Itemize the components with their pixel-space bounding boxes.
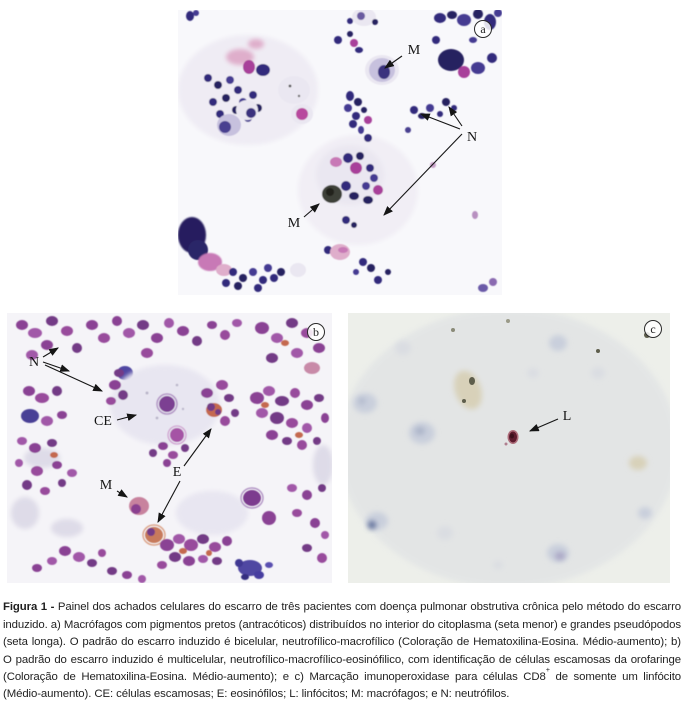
label-squamous-cell: CE (94, 414, 112, 429)
panel-c-cells (348, 313, 670, 583)
micrograph-panel-c (348, 313, 670, 583)
label-macrophage-bottom: M (287, 216, 301, 231)
micrograph-panel-b (7, 313, 332, 583)
label-macrophage-b: M (99, 478, 113, 493)
label-lymphocyte: L (562, 409, 572, 424)
panel-b-badge (308, 324, 325, 341)
label-macrophage-top: M (407, 43, 421, 58)
label-neutrophils-b: N (28, 355, 40, 370)
svg-text:b: b (313, 325, 319, 339)
micrograph-panel-a (178, 10, 502, 295)
label-eosinophil: E (172, 465, 182, 480)
panel-c-badge (645, 321, 662, 338)
panel-a-badge (475, 21, 492, 38)
svg-text:c: c (650, 322, 656, 336)
figure-caption: Figura 1 - Painel dos achados celulares do escarro de três pacientes com doença pulmonar obstrutiva crônica pelo método do escarro induzido. a) Macrófagos com pigmentos pretos (antracóticos) distribuídos no interior do citoplasma (seta menor) e grandes pseudópodos (seta longa). O padrão do escarro induzido é bicelular, neutrofílico-macrofílico (Coloração de Hematoxilina-Eosina. Médio-aumento); b) O padrão do escarro induzido é multicelular, neutrofílico-macrofílico-eosinófilico, com identificação de células escamosas da orofaringe (Coloração de Hematoxilina-Eosina. Médio-aumento); e c) Marcação imunoperoxidase para células CD8+ de somente um linfócito (Médio-aumento). CE: células escamosas; E: eosinófilos; L: linfócitos; M: macrófagos; e N: neutrófilos. (3, 601, 682, 701)
svg-text:a: a (480, 22, 486, 36)
label-neutrophils: N (466, 130, 478, 145)
